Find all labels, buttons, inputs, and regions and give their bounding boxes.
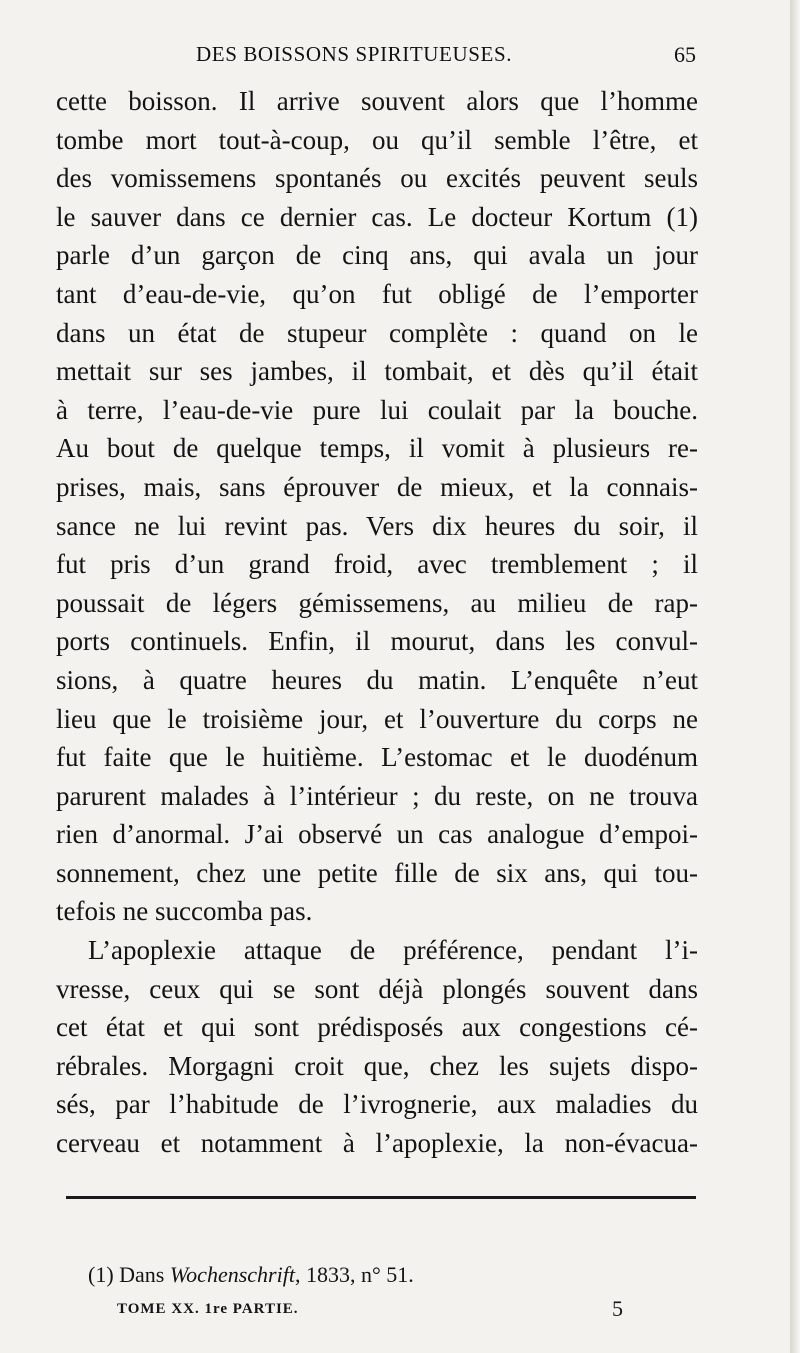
text-line: à terre, l’eau-de-vie pure lui coulait par la bouche. bbox=[56, 394, 698, 425]
page-number: 65 bbox=[674, 42, 696, 67]
text-line: des vomissemens spontanés ou excités peuvent seuls bbox=[56, 163, 698, 194]
text-line: cerveau et notamment à l’apoplexie, la non-évacua- bbox=[56, 1128, 698, 1159]
page-edge bbox=[790, 0, 800, 1353]
footnote-journal: Wochenschrift bbox=[169, 1262, 295, 1287]
text-line: parurent malades à l’intérieur ; du reste, on ne trouva bbox=[56, 780, 698, 811]
text-line: L’apoplexie attaque de préférence, pendant l’i- bbox=[88, 935, 698, 966]
text-line: ports continuels. Enfin, il mourut, dans les convul- bbox=[56, 626, 698, 657]
signature-line: TOME XX. 1re PARTIE. bbox=[117, 1301, 299, 1317]
text-line: dans un état de stupeur complète : quand on le bbox=[56, 317, 698, 348]
text-line: Au bout de quelque temps, il vomit à plusieurs re- bbox=[56, 433, 698, 464]
footnote-marker: (1) Dans bbox=[88, 1262, 170, 1287]
running-head bbox=[56, 42, 696, 72]
text-line: sance ne lui revint pas. Vers dix heures du soir, il bbox=[56, 510, 698, 541]
text-line: sés, par l’habitude de l’ivrognerie, aux maladies du bbox=[56, 1089, 698, 1120]
footnote bbox=[88, 1262, 414, 1288]
text-line: cette boisson. Il arrive souvent alors que l’homme bbox=[56, 86, 698, 116]
text-line: mettait sur ses jambes, il tombait, et dès qu’il était bbox=[56, 356, 698, 387]
text-line: parle d’un garçon de cinq ans, qui avala un jour bbox=[56, 240, 698, 271]
text-line: poussait de légers gémissemens, au milieu de rap- bbox=[56, 587, 698, 618]
text-line: fut faite que le huitième. L’estomac et le duodénum bbox=[56, 742, 698, 773]
text-line: fut pris d’un grand froid, avec tremblement ; il bbox=[56, 549, 698, 580]
text-line: tefois ne succomba pas. bbox=[56, 896, 313, 927]
text-line: sions, à quatre heures du matin. L’enquête n’eut bbox=[56, 664, 698, 695]
text-line: tant d’eau-de-vie, qu’on fut obligé de l’emporter bbox=[56, 278, 698, 309]
footnote-details: , 1833, n° 51. bbox=[294, 1262, 414, 1287]
text-line: vresse, ceux qui se sont déjà plongés souvent dans bbox=[56, 973, 698, 1004]
footnote-rule bbox=[66, 1196, 696, 1199]
body-text bbox=[56, 82, 698, 1163]
text-line: cet état et qui sont prédisposés aux congestions cé- bbox=[56, 1012, 698, 1043]
text-line: sonnement, chez une petite fille de six ans, qui tou- bbox=[56, 857, 698, 888]
text-line: prises, mais, sans éprouver de mieux, et la connais- bbox=[56, 471, 698, 502]
text-line: rébrales. Morgagni croit que, chez les sujets dispo- bbox=[56, 1050, 698, 1081]
text-line: rien d’anormal. J’ai observé un cas analogue d’empoi- bbox=[56, 819, 698, 850]
text-line: tombe mort tout-à-coup, ou qu’il semble l’être, et bbox=[56, 124, 698, 155]
signature-mark: 5 bbox=[612, 1296, 623, 1321]
text-line: le sauver dans ce dernier cas. Le docteur Kortum (1) bbox=[56, 201, 698, 232]
running-title: DES BOISSONS SPIRITUEUSES. bbox=[196, 42, 513, 66]
text-line: lieu que le troisième jour, et l’ouverture du corps ne bbox=[56, 703, 698, 734]
